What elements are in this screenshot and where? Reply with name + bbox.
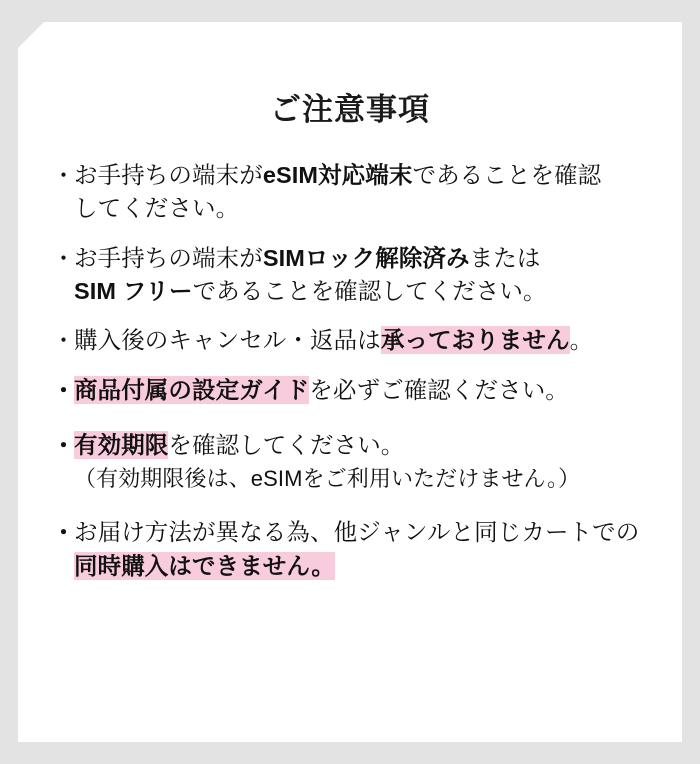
notice-text-esim-compatible: お手持ちの端末がeSIM対応端末であることを確認 してください。 [74,162,602,222]
notice-text-sim-unlock: お手持ちの端末がSIMロック解除済みまたは SIM フリーであることを確認してください。 [74,244,547,305]
bullet-icon: ・ [52,432,76,459]
notice-subtext-expiry: （有効期限後は、eSIMをご利用いただけません。） [74,465,581,491]
notice-text-expiry-date: 有効期限を確認してください。 （有効期限後は、eSIMをご利用いただけません。） [74,432,656,494]
notice-card [18,22,682,742]
folded-corner-decoration [18,22,44,48]
bullet-icon: ・ [52,244,76,271]
list-item [52,159,656,226]
bullet-icon: ・ [52,376,76,403]
list-item [52,242,656,309]
bullet-icon: ・ [52,519,76,546]
list-item [52,374,656,407]
page-title: ご注意事項 [270,92,430,127]
list-item [52,516,656,583]
bullet-icon: ・ [52,162,76,188]
notice-text-setup-guide: 商品付属の設定ガイドを必ずご確認ください。 [74,376,569,403]
notice-text-no-cancel: 購入後のキャンセル・返品は承っておりません。 [74,327,594,354]
notice-text-no-combined-order: お届け方法が異なる為、他ジャンルと同じカートでの 同時購入はできません。 [74,519,640,579]
notice-list [18,159,682,583]
list-item [52,324,656,357]
list-item [52,429,656,494]
bullet-icon: ・ [52,327,76,354]
